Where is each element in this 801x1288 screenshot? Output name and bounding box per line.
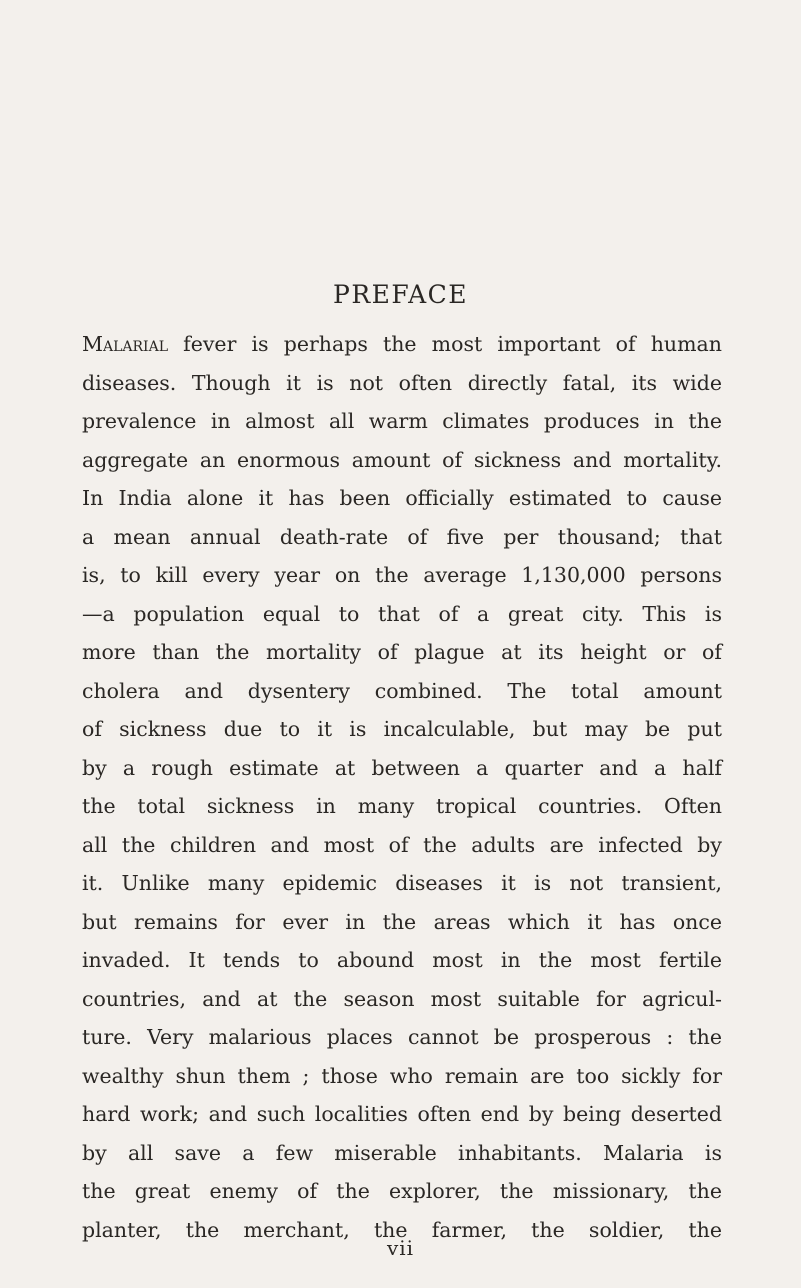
text-line-7: is, to kill every year on the average 1,130,000 persons xyxy=(82,563,722,587)
text-line-13: the total sickness in many tropical countries. Often xyxy=(82,794,722,818)
text-line-2: diseases. Though it is not often directly fatal, its wide xyxy=(82,370,722,395)
text-line-3: prevalence in almost all warm climates produces in the xyxy=(82,409,722,433)
text-line-9: more than the mortality of plague at its height or of xyxy=(82,640,722,664)
text-line-16: but remains for ever in the areas which it has once xyxy=(82,909,722,934)
text-line-8: —a population equal to that of a great city. This is xyxy=(82,601,722,626)
text-line-17: invaded. It tends to abound most in the most fertile xyxy=(82,948,722,972)
text-line-1 xyxy=(82,325,722,364)
text-line-19: ture. Very malarious places cannot be prosperous : the xyxy=(82,1025,722,1049)
text-line-10: cholera and dysentery combined. The total amount xyxy=(82,678,722,703)
text-line-4: aggregate an enormous amount of sickness and mortality. xyxy=(82,447,722,472)
page-number: vii xyxy=(386,1236,415,1260)
text-line-1-rest: fever is perhaps the most important of human xyxy=(168,332,722,356)
text-line-6: a mean annual death-rate of five per thousand; that xyxy=(82,524,722,549)
text-line-23: the great enemy of the explorer, the missionary, the xyxy=(82,1179,722,1203)
text-line-21: hard work; and such localities often end by being deserted xyxy=(82,1102,722,1126)
text-line-15: it. Unlike many epidemic diseases it is not transient, xyxy=(82,871,722,895)
text-line-5: In India alone it has been officially estimated to cause xyxy=(82,486,722,510)
opening-word: Malarial xyxy=(82,332,168,356)
text-line-14: all the children and most of the adults are infected by xyxy=(82,832,722,857)
preface-paragraph xyxy=(82,325,722,1249)
text-line-24: planter, the merchant, the farmer, the soldier, the xyxy=(82,1217,722,1242)
text-line-20: wealthy shun them ; those who remain are too sickly for xyxy=(82,1063,722,1088)
text-line-11: of sickness due to it is incalculable, but may be put xyxy=(82,717,722,741)
text-line-18: countries, and at the season most suitable for agricul- xyxy=(82,986,722,1011)
text-line-12: by a rough estimate at between a quarter and a half xyxy=(82,755,722,780)
page-title: PREFACE xyxy=(333,280,468,309)
text-line-22: by all save a few miserable inhabitants. Malaria is xyxy=(82,1140,722,1165)
